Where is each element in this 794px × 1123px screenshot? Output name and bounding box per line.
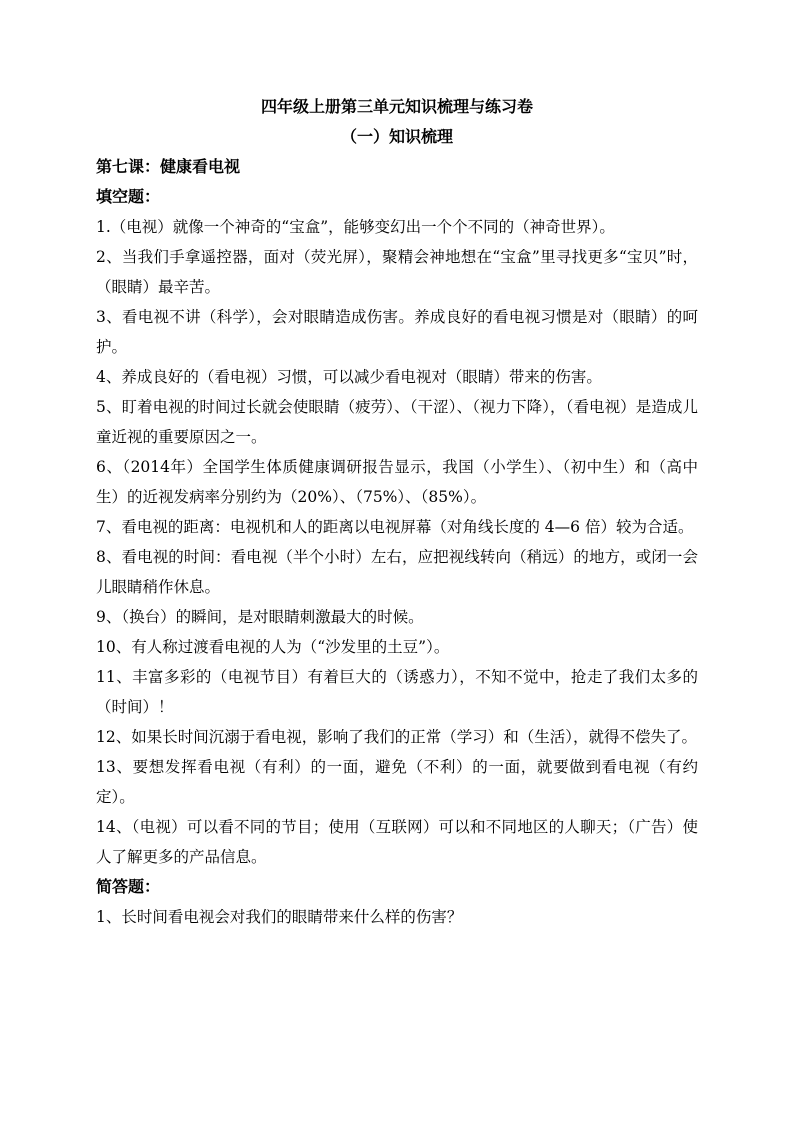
fill-item-1: 1.（电视）就像一个神奇的“宝盒”，能够变幻出一个个不同的（神奇世界）。 [96, 218, 615, 236]
document-page [96, 92, 698, 932]
fill-item-4: 4、养成良好的（看电视）习惯，可以减少看电视对（眼睛）带来的伤害。 [96, 368, 602, 386]
fill-item-10: 10、有人称过渡看电视的人为（“沙发里的土豆”）。 [96, 638, 450, 656]
fill-item-6: 6、（2014年）全国学生体质健康调研报告显示，我国（小学生）、（初中生）和（高中生）的近视发病率分别约为（20%）、（75%）、（85%）。 [96, 458, 698, 506]
fill-item-12: 12、如果长时间沉溺于看电视，影响了我们的正常（学习）和（生活），就得不偿失了。 [96, 728, 697, 746]
fill-item-8: 8、看电视的时间：看电视（半个小时）左右，应把视线转向（稍远）的地方，或闭一会儿眼睛稍作休息。 [96, 548, 698, 596]
page-title: 四年级上册第三单元知识梳理与练习卷 [260, 97, 533, 116]
fill-item-14: 14、（电视）可以看不同的节目；使用（互联网）可以和不同地区的人聊天；（广告）使人了解更多的产品信息。 [96, 818, 698, 866]
fill-in-list [96, 212, 698, 872]
fill-item-5: 5、盯着电视的时间过长就会使眼睛（疲劳）、（干涩）、（视力下降），（看电视）是造成儿童近视的重要原因之一。 [96, 398, 698, 446]
lesson-heading: 第七课：健康看电视 [96, 157, 241, 176]
fill-item-3: 3、看电视不讲（科学），会对眼睛造成伤害。养成良好的看电视习惯是对（眼睛）的呵护。 [96, 308, 698, 356]
fill-item-2: 2、当我们手拿遥控器，面对（荧光屏），聚精会神地想在“宝盒”里寻找更多“宝贝”时，（眼睛）最辛苦。 [96, 248, 698, 296]
short-answer-heading: 简答题： [96, 877, 161, 896]
fill-item-13: 13、要想发挥看电视（有利）的一面，避免（不利）的一面，就要做到看电视（有约定）。 [96, 758, 698, 806]
short-answer-list [96, 902, 698, 932]
fill-in-heading: 填空题： [96, 187, 161, 206]
fill-item-7: 7、看电视的距离：电视机和人的距离以电视屏幕（对角线长度的 4—6 倍）较为合适。 [96, 518, 694, 536]
section-subtitle: （一）知识梳理 [340, 127, 453, 146]
fill-item-9: 9、（换台）的瞬间，是对眼睛刺激最大的时候。 [96, 608, 424, 626]
fill-item-11: 11、丰富多彩的（电视节目）有着巨大的（诱惑力），不知不觉中，抢走了我们太多的（时间）！ [96, 668, 698, 716]
short-item-1: 1、长时间看电视会对我们的眼睛带来什么样的伤害？ [96, 908, 463, 926]
